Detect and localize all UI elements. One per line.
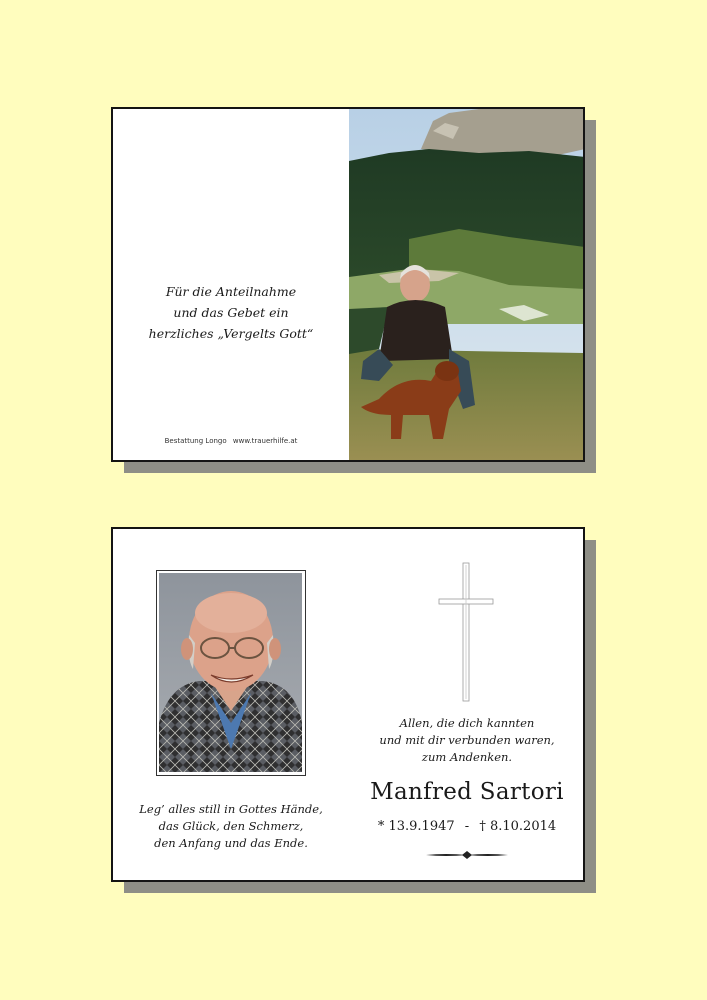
thank-you-card xyxy=(111,107,585,462)
deceased-name: Manfred Sartori xyxy=(370,779,564,805)
memorial-card xyxy=(111,527,585,882)
funeral-home-name: Bestattung Longo xyxy=(164,437,227,445)
dedication-text xyxy=(349,715,585,766)
dedication-line: zum Andenken. xyxy=(421,750,513,764)
verse-line: und das Gebet ein xyxy=(173,305,289,320)
death-cross-icon: † xyxy=(479,819,486,834)
thank-you-verse xyxy=(113,281,349,344)
dedication-line: Allen, die dich kannten xyxy=(399,716,535,730)
verse-line: Für die Anteilnahme xyxy=(165,284,297,299)
poem-line: den Anfang und das Ende. xyxy=(154,836,308,850)
landscape-photo xyxy=(349,109,585,460)
dedication-line: und mit dir verbunden waren, xyxy=(379,733,555,747)
portrait-photo xyxy=(159,573,302,772)
ornament-divider xyxy=(426,845,508,855)
verse-line: herzliches „Vergelts Gott“ xyxy=(148,326,314,341)
poem-line: das Glück, den Schmerz, xyxy=(158,819,304,833)
poem-line: Leg’ alles still in Gottes Hände, xyxy=(139,802,323,816)
funeral-home-website: www.trauerhilfe.at xyxy=(232,437,298,445)
funeral-home-credit xyxy=(113,437,349,445)
portrait-frame xyxy=(156,570,306,776)
death-date: 8.10.2014 xyxy=(489,819,557,834)
life-dates xyxy=(349,819,585,834)
birth-date: 13.9.1947 xyxy=(388,819,455,834)
memorial-poem xyxy=(113,801,349,852)
cross-icon xyxy=(431,559,501,709)
birth-star-icon: * xyxy=(377,819,385,834)
date-separator: - xyxy=(464,819,470,834)
